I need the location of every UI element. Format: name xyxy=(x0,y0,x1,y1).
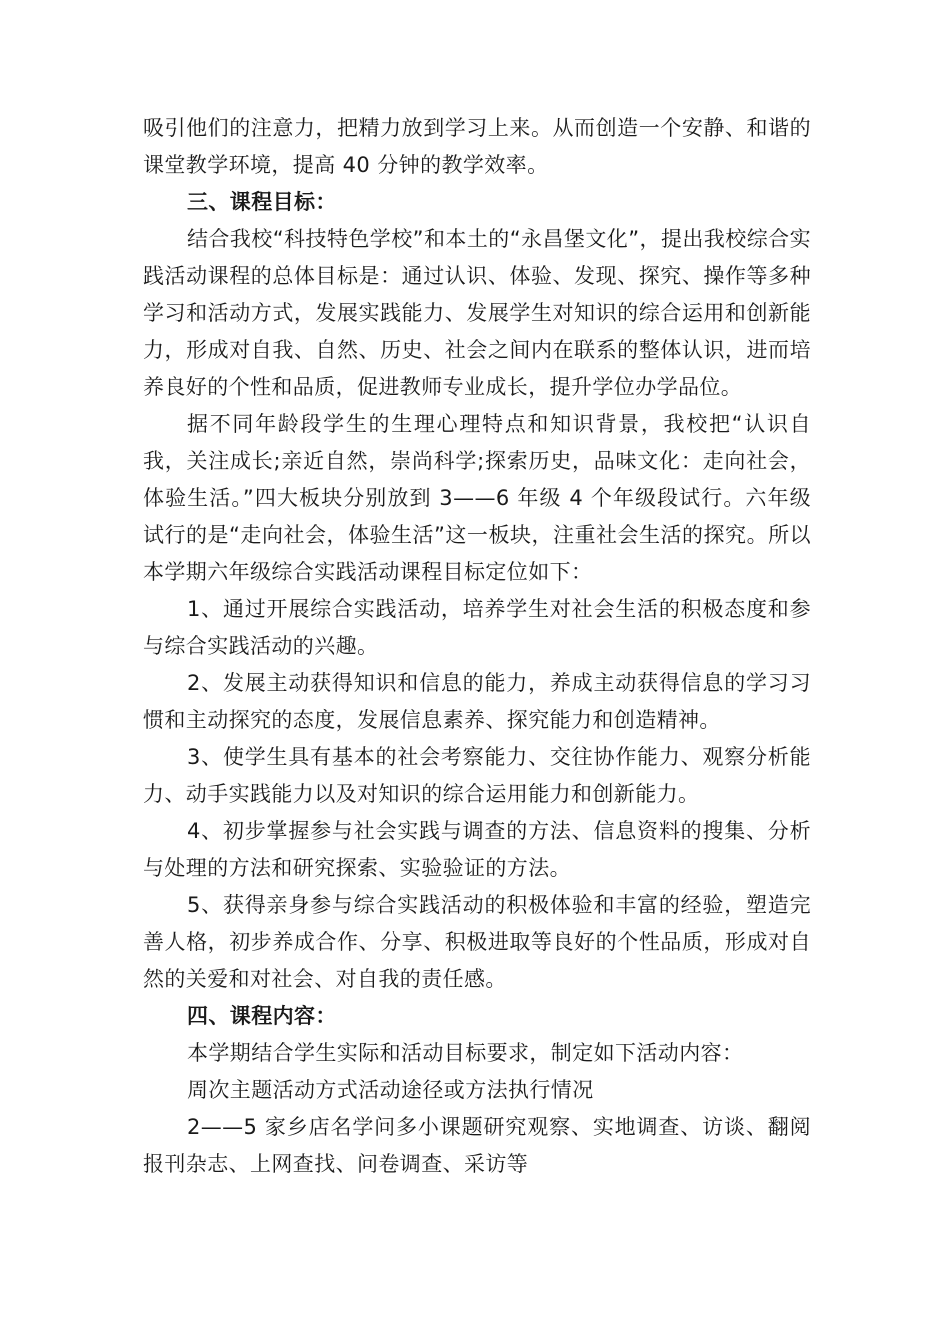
goal-item-4: 4、初步掌握参与社会实践与调查的方法、信息资料的搜集、分析与处理的方法和研究探索、实验验证的方法。 xyxy=(143,819,811,880)
goal-item-3: 3、使学生具有基本的社会考察能力、交往协作能力、观察分析能力、动手实践能力以及对知识的综合运用能力和创新能力。 xyxy=(143,745,811,806)
goal-item-1: 1、通过开展综合实践活动，培养学生对社会生活的积极态度和参与综合实践活动的兴趣。 xyxy=(143,597,811,658)
goal-item-5: 5、获得亲身参与综合实践活动的积极体验和丰富的经验，塑造完善人格，初步养成合作、分享、积极进取等良好的个性品质，形成对自然的关爱和对社会、对自我的责任感。 xyxy=(143,893,811,991)
paragraph-grade-modules: 据不同年龄段学生的生理心理特点和知识背景，我校把“认识自我，关注成长;亲近自然，崇尚科学;探索历史，品味文化：走向社会，体验生活。”四大板块分别放到 3——6 年级 4 个年级段试行。六年级试行的是“走向社会，体验生活”这一板块，注重社会生活的探究。所以本学期六年级综合实践活动课程目标定位如下： xyxy=(143,412,811,584)
document-body xyxy=(143,110,811,1183)
paragraph-overall-goal: 结合我校“科技特色学校”和本土的“永昌堡文化”，提出我校综合实践活动课程的总体目标是：通过认识、体验、发现、探究、操作等多种学习和活动方式，发展实践能力、发展学生对知识的综合运用和创新能力，形成对自我、自然、历史、社会之间内在联系的整体认识，进而培养良好的个性和品质，促进教师专业成长，提升学位办学品位。 xyxy=(143,227,811,399)
paragraph-content-intro: 本学期结合学生实际和活动目标要求，制定如下活动内容： xyxy=(187,1041,744,1065)
goal-item-2: 2、发展主动获得知识和信息的能力，养成主动获得信息的学习习惯和主动探究的态度，发展信息素养、探究能力和创造精神。 xyxy=(143,671,811,732)
paragraph-continuation: 吸引他们的注意力，把精力放到学习上来。从而创造一个安静、和谐的课堂教学环境，提高 40 分钟的教学效率。 xyxy=(143,116,811,177)
table-row-line: 2——5 家乡店名学问多小课题研究观察、实地调查、访谈、翻阅报刊杂志、上网查找、问卷调查、采访等 xyxy=(143,1115,811,1176)
section-heading-course-goals: 三、课程目标： xyxy=(187,190,337,214)
table-header-line: 周次主题活动方式活动途径或方法执行情况 xyxy=(187,1078,594,1102)
section-heading-course-content: 四、课程内容： xyxy=(187,1004,337,1028)
